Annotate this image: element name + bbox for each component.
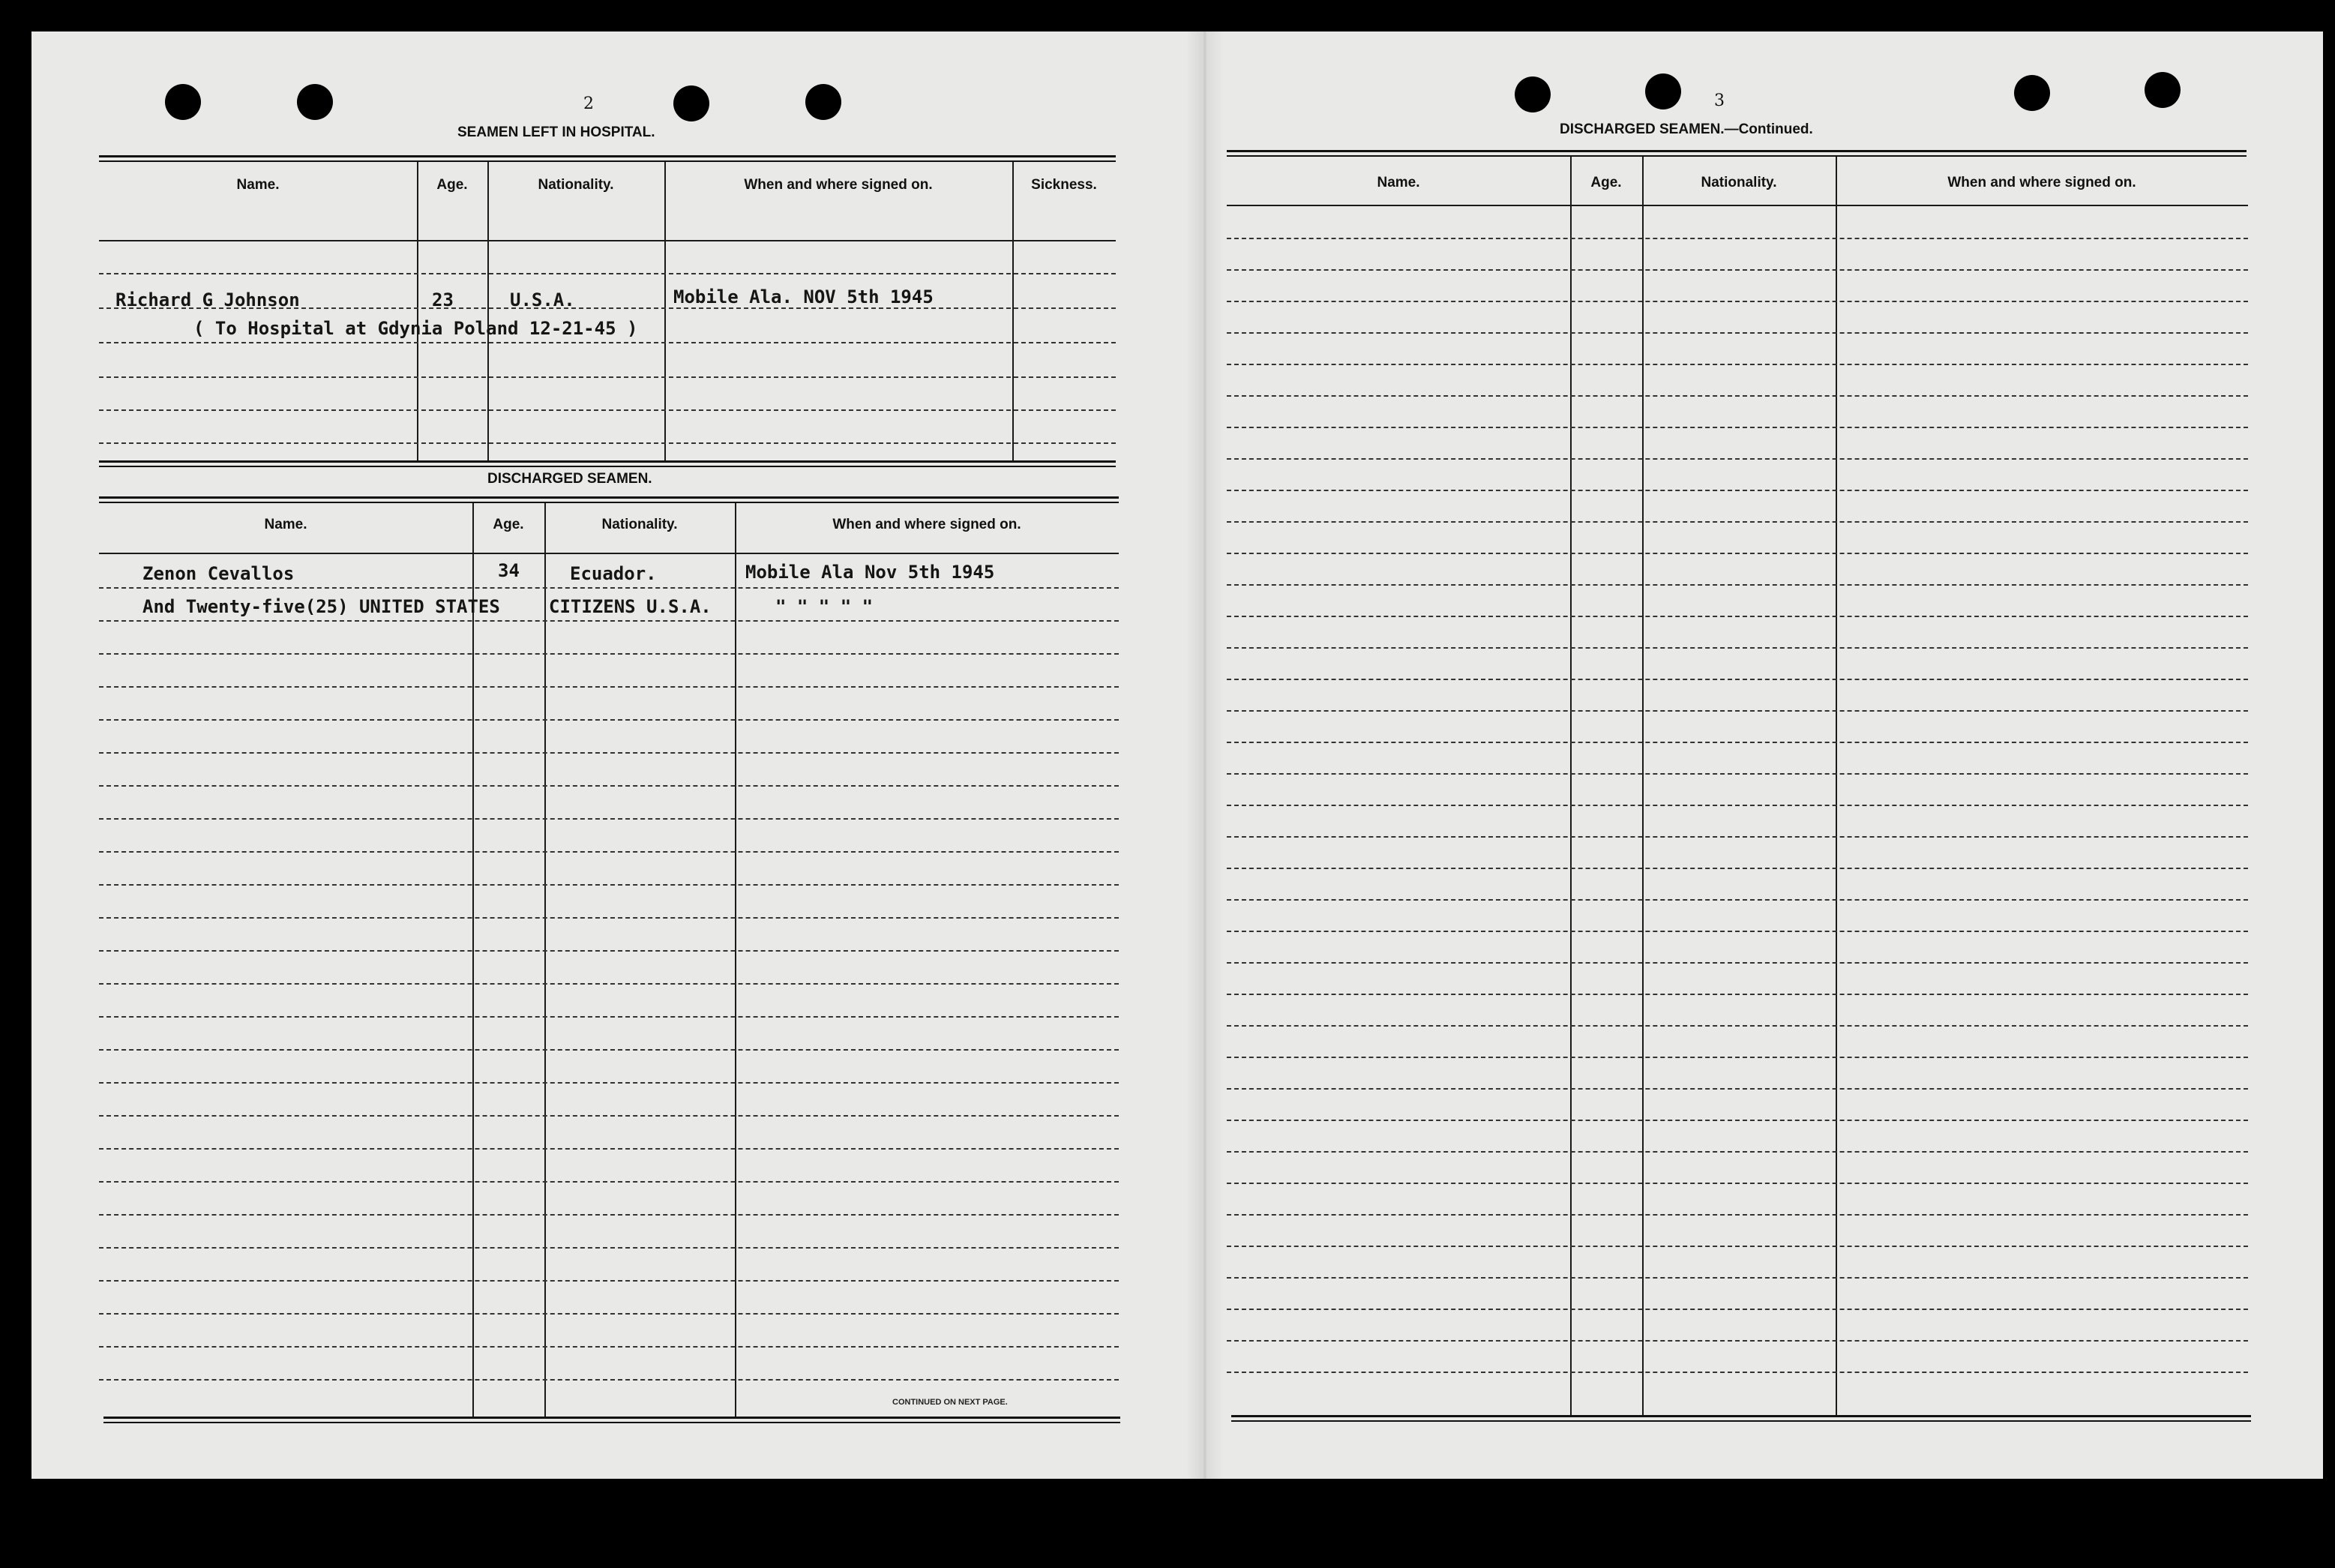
bottom-rule (1231, 1415, 2251, 1417)
hospital-col-signed-on: When and where signed on. (744, 177, 933, 193)
punch-hole (1515, 76, 1551, 112)
continued-note: CONTINUED ON NEXT PAGE. (892, 1398, 1008, 1407)
discharged-col-nationality: Nationality. (601, 517, 678, 532)
page-fold (1186, 31, 1224, 1479)
discharged-table-right (1227, 157, 2248, 1417)
punch-hole (165, 84, 201, 120)
top-rule (99, 155, 1116, 157)
discharged-row-1-age: 34 (498, 560, 520, 581)
hospital-row-name: Richard G Johnson (115, 289, 300, 310)
hospital-col-nationality: Nationality. (538, 177, 614, 193)
document-sheet (31, 31, 2323, 1479)
bottom-rule (103, 1422, 1120, 1423)
hospital-row-nationality: U.S.A. (510, 289, 575, 310)
hospital-col-name: Name. (236, 177, 280, 193)
discharged-row-2-signed-on: " " " " " (775, 596, 874, 617)
punch-hole (805, 84, 841, 120)
page-number-right: 3 (1714, 91, 1725, 110)
discharged-row-2-nationality: CITIZENS U.S.A. (549, 596, 712, 617)
discharged-col-age: Age. (493, 517, 524, 532)
section-rule (99, 466, 1116, 467)
hospital-col-sickness: Sickness. (1031, 177, 1097, 193)
discharged-col-signed-on: When and where signed on. (832, 517, 1021, 532)
discharged-row-1-name: Zenon Cevallos (142, 563, 295, 584)
hospital-row-note: ( To Hospital at Gdynia Poland 12-21-45 ) (193, 318, 638, 339)
punch-hole (297, 84, 333, 120)
right-col-signed-on: When and where signed on. (1947, 175, 2136, 190)
bottom-rule (103, 1417, 1120, 1419)
bottom-rule (1231, 1420, 2251, 1422)
discharged-table-left (99, 503, 1119, 1417)
hospital-col-age: Age. (436, 177, 468, 193)
top-rule (1227, 150, 2247, 152)
hospital-row-age: 23 (432, 289, 454, 310)
hospital-table (99, 162, 1116, 460)
discharged-row-2-name: And Twenty-five(25) UNITED STATES (142, 596, 500, 617)
section-rule (99, 496, 1119, 499)
hospital-section-title: SEAMEN LEFT IN HOSPITAL. (457, 124, 655, 140)
punch-hole (673, 85, 709, 121)
right-section-title: DISCHARGED SEAMEN.—Continued. (1560, 121, 1813, 137)
punch-hole (2145, 72, 2181, 108)
discharged-row-1-signed-on: Mobile Ala Nov 5th 1945 (745, 562, 995, 583)
right-col-age: Age. (1590, 175, 1622, 190)
punch-hole (1645, 73, 1681, 109)
hospital-row-signed-on: Mobile Ala. NOV 5th 1945 (673, 286, 934, 307)
right-col-nationality: Nationality. (1701, 175, 1777, 190)
discharged-col-name: Name. (264, 517, 307, 532)
section-rule (99, 460, 1116, 463)
right-col-name: Name. (1377, 175, 1420, 190)
page-number-left: 2 (583, 94, 594, 113)
punch-hole (2014, 75, 2050, 111)
discharged-section-title: DISCHARGED SEAMEN. (487, 471, 652, 487)
discharged-row-1-nationality: Ecuador. (570, 563, 657, 584)
